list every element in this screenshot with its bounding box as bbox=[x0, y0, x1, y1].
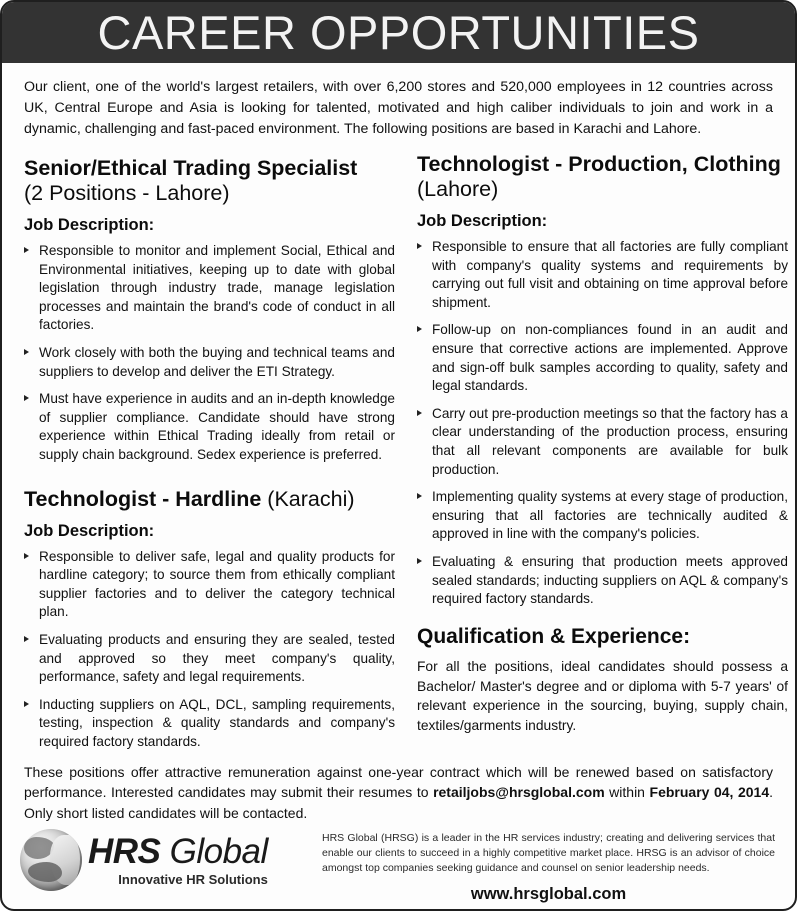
qualification-text: For all the positions, ideal candidates should possess a Bachelor/ Master's degree and or diploma with 5-7 years' of relevant experience in the sourcing, buying, supply chain, textiles/garments industry. bbox=[417, 658, 788, 734]
triangle-bullet-icon bbox=[417, 558, 422, 564]
globe-face-shape bbox=[50, 835, 80, 885]
left-column bbox=[24, 150, 395, 752]
job-title-technologist-production-clothing bbox=[417, 152, 788, 202]
list-item bbox=[24, 344, 395, 381]
logo-brand: HRS bbox=[88, 832, 161, 871]
triangle-bullet-icon bbox=[24, 349, 29, 355]
globe-icon bbox=[20, 829, 82, 891]
bullet-text: Carry out pre-production meetings so that the factory has a clear understanding of the production process, ensuring that all relevant components are available for bulk production. bbox=[432, 405, 788, 477]
bullet-text: Responsible to ensure that all factories are fully compliant with company's quality systems and requirements by carrying out full visit and obtaining on time approval before shipment. bbox=[432, 238, 788, 310]
logo-wordmark bbox=[88, 834, 268, 886]
application-email: retailjobs@hrsglobal.com bbox=[433, 784, 605, 801]
triangle-bullet-icon bbox=[24, 395, 29, 401]
bullet-text: Implementing quality systems at every stage of production, ensuring that all factories are technically audited & approved in line with the company's policies. bbox=[432, 489, 788, 542]
triangle-bullet-icon bbox=[24, 247, 29, 253]
list-item bbox=[417, 405, 788, 479]
triangle-bullet-icon bbox=[417, 410, 422, 416]
job-description-heading-1: Job Description: bbox=[24, 215, 155, 234]
list-item bbox=[24, 548, 395, 622]
application-deadline: February 04, 2014 bbox=[649, 784, 770, 801]
triangle-bullet-icon bbox=[417, 493, 422, 499]
closing-paragraph bbox=[2, 752, 795, 824]
right-column bbox=[417, 150, 788, 752]
job-location: (Karachi) bbox=[267, 486, 355, 511]
bullet-text: Work closely with both the buying and technical teams and suppliers to develop and deliver the ETI Strategy. bbox=[39, 344, 395, 379]
job-description-list-1 bbox=[24, 242, 395, 465]
bullet-text: Evaluating & ensuring that production meets approved sealed standards; inducting suppliers on AQL & company's required factory standards. bbox=[432, 554, 788, 607]
logo-tagline: Innovative HR Solutions bbox=[118, 872, 268, 887]
closing-text-part3: . Only short listed candidates will be contacted. bbox=[24, 784, 774, 822]
job-location: (2 Positions - Lahore) bbox=[24, 180, 230, 205]
job-description-heading-3: Job Description: bbox=[417, 211, 548, 230]
triangle-bullet-icon bbox=[24, 636, 29, 642]
bullet-text: Evaluating products and ensuring they are sealed, tested and approved so they meet company's quality, performance, safety and legal requirements. bbox=[39, 632, 395, 685]
list-item bbox=[417, 238, 788, 312]
list-item bbox=[417, 321, 788, 395]
bullet-text: Must have experience in audits and an in-depth knowledge of supplier compliance. Candidate should have strong experience within Ethical Trading ideally from retail or supply chain background. Sedex experience is preferred. bbox=[39, 391, 395, 463]
job-title-bold: Technologist - Hardline bbox=[24, 486, 262, 511]
bullet-text: Responsible to deliver safe, legal and quality products for hardline category; to source them from ethically compliant supplier factories and to deliver the category technical plan. bbox=[39, 548, 395, 620]
job-description-list-3 bbox=[417, 238, 788, 609]
job-title-bold: Technologist - Production, Clothing bbox=[417, 152, 781, 177]
list-item bbox=[24, 696, 395, 752]
company-logo bbox=[20, 829, 322, 891]
job-title-technologist-hardline bbox=[24, 487, 395, 512]
page-title: CAREER OPPORTUNITIES bbox=[97, 5, 700, 59]
triangle-bullet-icon bbox=[417, 326, 422, 332]
list-item bbox=[417, 553, 788, 609]
job-title-senior-ethical-trading-specialist bbox=[24, 156, 395, 206]
logo-main-text bbox=[88, 834, 268, 869]
closing-text-part2: within bbox=[604, 784, 650, 801]
triangle-bullet-icon bbox=[24, 701, 29, 707]
job-title-bold: Senior/Ethical Trading Specialist bbox=[24, 156, 358, 181]
list-item bbox=[24, 390, 395, 464]
intro-paragraph: Our client, one of the world's largest retailers, with over 6,200 stores and 520,000 employees in 12 countries across UK, Central Europe and Asia is looking for talented, motivated and high caliber individuals to join and work in a dynamic, challenging and fast-paced environment. The following positions are based in Karachi and Lahore. bbox=[24, 79, 773, 138]
logo-name: Global bbox=[160, 832, 268, 871]
job-description-list-2 bbox=[24, 548, 395, 752]
job-location: (Lahore) bbox=[417, 176, 499, 201]
bullet-text: Responsible to monitor and implement Social, Ethical and Environmental initiatives, keeping up to date with global legislation through industry trade, manage legislation processes and maintain the brand's code of conduct in all factories. bbox=[39, 242, 395, 333]
job-description-heading-2: Job Description: bbox=[24, 521, 155, 540]
company-description: HRS Global (HRSG) is a leader in the HR services industry; creating and delivering services that enable our clients to succeed in a highly competitive market place. HRSG is an advisor of choice amongst top companies seeking guidance and counsel on senior leadership needs. bbox=[322, 832, 775, 874]
triangle-bullet-icon bbox=[24, 553, 29, 559]
list-item bbox=[24, 242, 395, 335]
bullet-text: Inducting suppliers on AQL, DCL, sampling requirements, testing, inspection & quality standards and company's required factory standards. bbox=[39, 696, 395, 750]
list-item bbox=[24, 631, 395, 687]
job-columns bbox=[2, 144, 795, 752]
triangle-bullet-icon bbox=[417, 243, 422, 249]
bullet-text: Follow-up on non-compliances found in an audit and ensure that corrective actions are implemented. Approve and sign-off bulk samples according to quality, safety and legal standards. bbox=[432, 322, 788, 394]
footer bbox=[2, 823, 795, 909]
footer-right bbox=[322, 829, 775, 904]
qualification-heading: Qualification & Experience: bbox=[417, 624, 691, 648]
company-website[interactable]: www.hrsglobal.com bbox=[470, 884, 627, 903]
header-banner bbox=[1, 1, 796, 63]
closing-text-part1: These positions offer attractive remuneration against one-year contract which will be renewed based on satisfactory performance. Interested candidates may submit their resumes to bbox=[24, 763, 773, 801]
list-item bbox=[417, 488, 788, 544]
